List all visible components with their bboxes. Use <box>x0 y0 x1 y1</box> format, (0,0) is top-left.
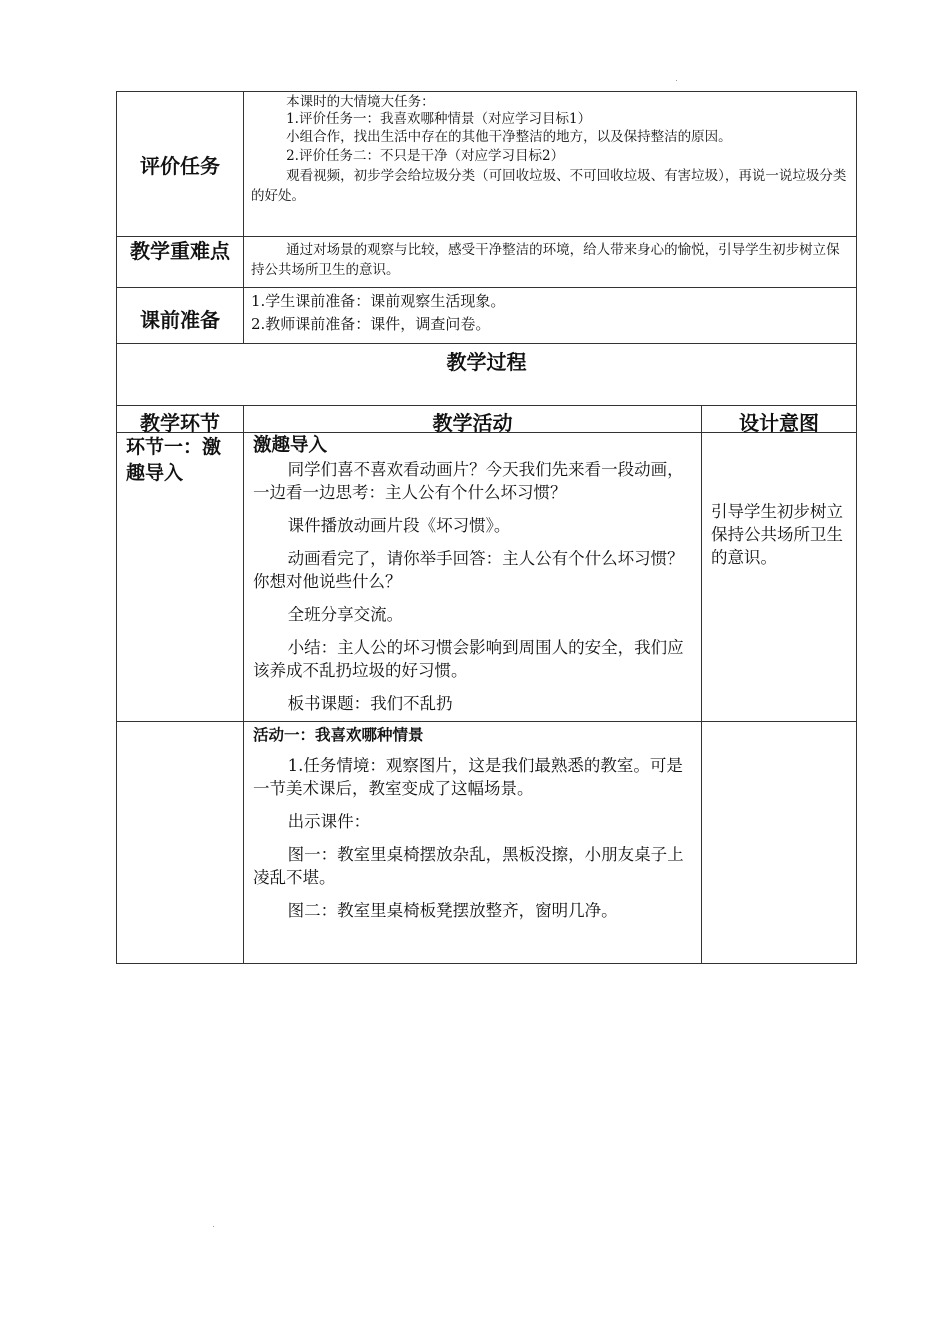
table-border <box>116 91 117 964</box>
col-divider <box>243 405 244 963</box>
row-divider <box>116 287 857 288</box>
preparation-line: 1.学生课前准备：课前观察生活现象。 <box>251 292 506 310</box>
stage1-paragraph: 小结：主人公的坏习惯会影响到周围人的安全，我们应该养成不乱扔垃圾的好习惯。 <box>253 638 684 680</box>
stage2-paragraph: 1.任务情境：观察图片，这是我们最熟悉的教室。可是一节美术课后，教室变成了这幅场景。 <box>253 756 683 798</box>
col-divider <box>701 405 702 963</box>
col-divider <box>243 91 244 343</box>
process-title: 教学过程 <box>446 350 527 374</box>
evaluation-label: 评价任务 <box>140 154 220 178</box>
row-divider <box>116 405 857 406</box>
page-mark <box>676 80 677 81</box>
stage1-label: 环节一：激趣导入 <box>126 436 222 484</box>
stage1-intent <box>711 500 851 579</box>
header-intent: 设计意图 <box>739 411 819 435</box>
evaluation-content <box>251 94 851 206</box>
stage1-paragraph: 板书课题：我们不乱扔 <box>287 694 453 713</box>
preparation-line: 2.教师课前准备：课件，调查问卷。 <box>251 315 491 333</box>
evaluation-line: 2.评价任务二：不只是干净（对应学习目标2） <box>286 147 565 164</box>
stage1-paragraph: 全班分享交流。 <box>287 605 404 624</box>
stage1-paragraph: 同学们喜不喜欢看动画片？今天我们先来看一段动画，一边看一边思考：主人公有个什么坏习惯？ <box>253 460 684 502</box>
stage1-activity <box>253 434 697 725</box>
key-points-content <box>251 240 851 280</box>
evaluation-line: 1.评价任务一：我喜欢哪种情景（对应学习目标1） <box>286 110 592 127</box>
preparation-content <box>251 290 851 336</box>
key-points-label: 教学重难点 <box>130 239 230 263</box>
stage2-title: 活动一：我喜欢哪种情景 <box>253 726 424 744</box>
table-border <box>116 91 857 92</box>
preparation-label: 课前准备 <box>140 308 220 332</box>
key-points-text: 通过对场景的观察与比较，感受干净整洁的环境，给人带来身心的愉悦，引导学生初步树立保持公共场所卫生的意识。 <box>251 242 840 278</box>
stage2-paragraph: 图二：教室里桌椅板凳摆放整齐，窗明几净。 <box>287 901 618 920</box>
table-border <box>856 91 857 964</box>
header-stage: 教学环节 <box>140 411 220 435</box>
stage2-paragraph: 出示课件： <box>287 812 371 831</box>
evaluation-line: 本课时的大情境大任务： <box>286 94 435 110</box>
stage2-activity <box>253 724 697 932</box>
header-activity: 教学活动 <box>432 411 513 435</box>
evaluation-line: 观看视频，初步学会给垃圾分类（可回收垃圾、不可回收垃圾、有害垃圾），再说一说垃圾分类的好处。 <box>251 168 847 204</box>
row-divider <box>116 343 857 344</box>
stage2-paragraph: 图一：教室里桌椅摆放杂乱，黑板没擦，小朋友桌子上凌乱不堪。 <box>253 845 684 887</box>
row-divider <box>116 236 857 237</box>
page-mark <box>213 1226 214 1227</box>
stage1-intent-text: 引导学生初步树立保持公共场所卫生的意识。 <box>711 502 843 567</box>
table-border <box>116 963 857 964</box>
stage1-title: 激趣导入 <box>253 435 328 456</box>
stage1-paragraph: 动画看完了，请你举手回答：主人公有个什么坏习惯？你想对他说些什么？ <box>253 549 684 591</box>
evaluation-line: 小组合作，找出生活中存在的其他干净整洁的地方，以及保持整洁的原因。 <box>286 129 732 145</box>
stage1-paragraph: 课件播放动画片段《坏习惯》。 <box>287 516 511 535</box>
